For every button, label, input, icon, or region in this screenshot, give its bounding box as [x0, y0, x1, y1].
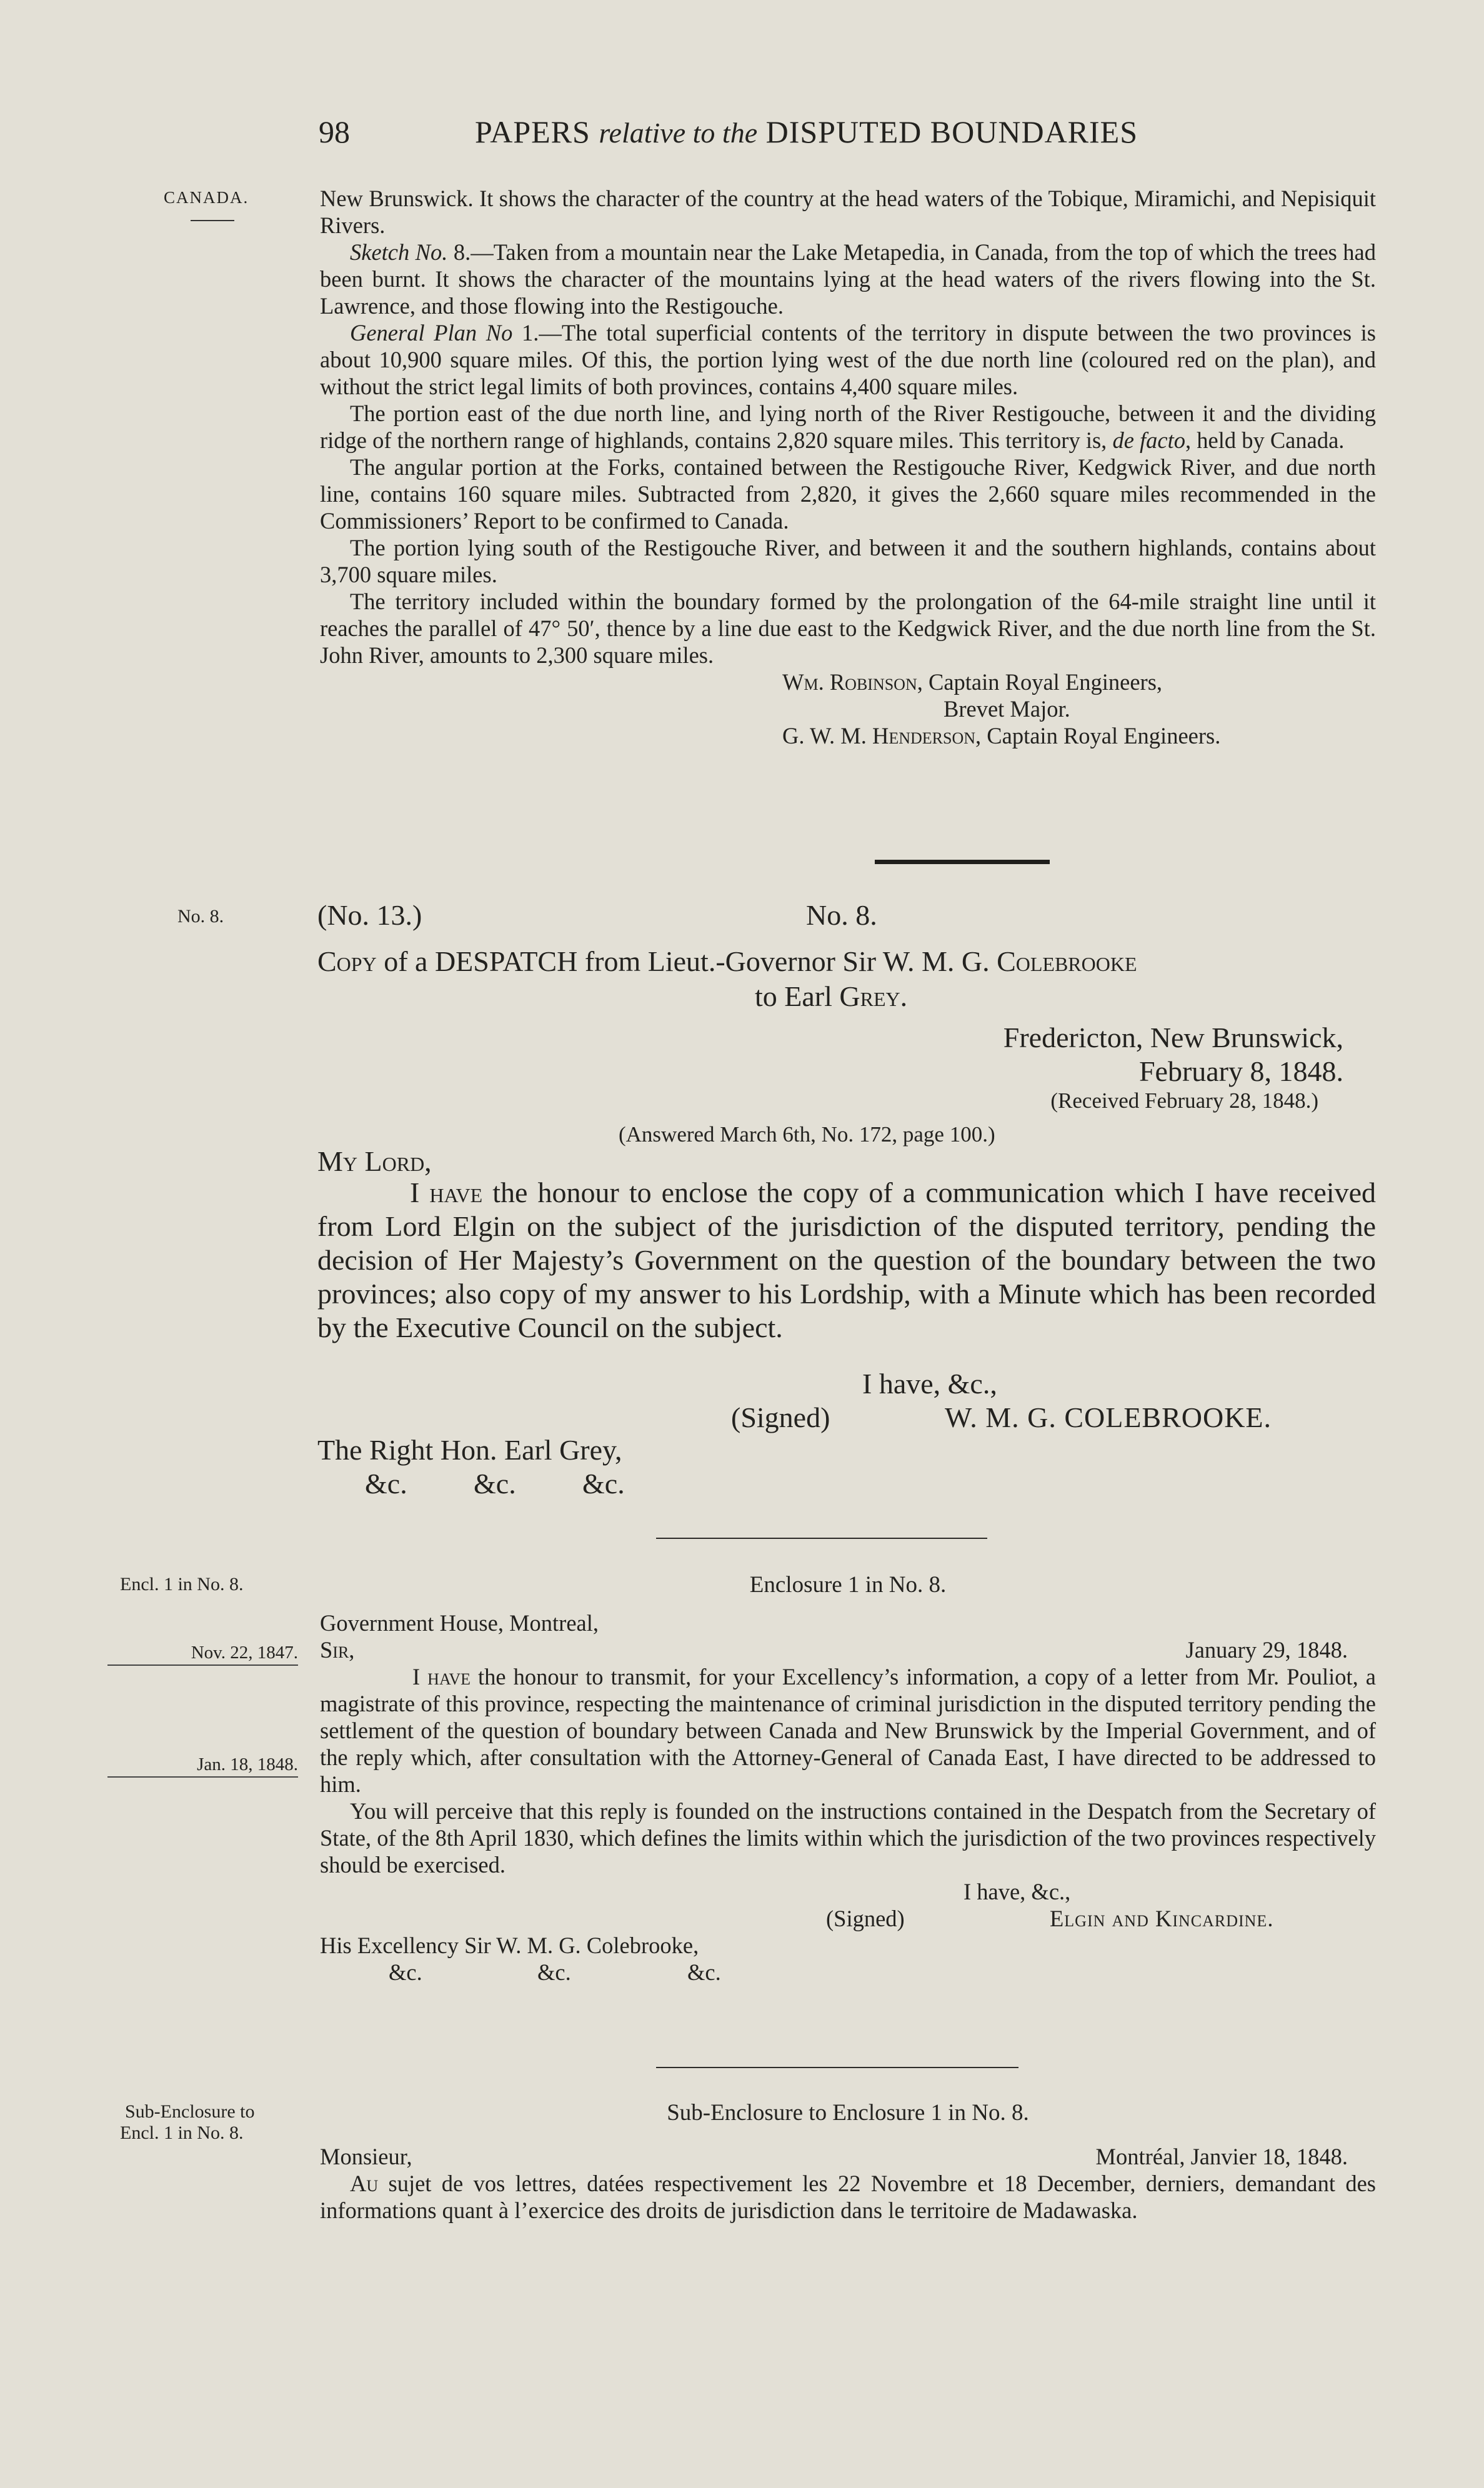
- enclosure-closing: I have, &c.,: [964, 1879, 1071, 1904]
- report-paragraph: [320, 239, 1376, 319]
- running-title-pre: PAPERS: [475, 114, 599, 149]
- report-paragraph: The territory included within the boundary formed by the prolongation of the 64-mile straight line until it reaches the parallel of 47° 50′, thence by a line due east to the Kedgwick River, and the due north line from the St. John River, amounts to 2,300 square miles.: [320, 589, 1376, 668]
- subenclosure-paragraph: [320, 2170, 1376, 2224]
- despatch-paragraph-text: the honour to enclose the copy of a communication which I have received from Lord Elgin on the subject of the jurisdiction of the disputed territory, pending the decision of Her Majesty’s Government on the question of the boundary between the two provinces; also copy of my answer to his Lordship, with a Minute which has been recorded by the Executive Council on the subject.: [317, 1177, 1376, 1343]
- despatch-title-name: Colebrooke: [997, 945, 1137, 977]
- signer-name: Wm. Robinson,: [782, 669, 923, 695]
- subenclosure-date: Montréal, Janvier 18, 1848.: [1095, 2144, 1348, 2169]
- enclosure-signed: (Signed): [826, 1906, 905, 1931]
- report-paragraph: New Brunswick. It shows the character of the country at the head waters of the Tobique, Miramichi, and Nepisiquit Rivers.: [320, 186, 1376, 238]
- report-paragraph: The angular portion at the Forks, contained between the Restigouche River, Kedgwick River, and due north line, contains 160 square miles. Subtracted from 2,820, it gives the 2,660 square miles recommended in the Commissioners’ Report to be confirmed to Canada.: [320, 454, 1376, 534]
- enclosure-paragraph: [320, 1663, 1376, 1798]
- report-paragraph-text: 1.—The total superficial contents of the territory in dispute between the two provinces is about 10,900 square miles. Of this, the portion lying west of the due north line (coloured red on the plan), and without the strict legal limits of both provinces, contains 4,400 square miles.: [320, 320, 1376, 399]
- margin-note-enclosure: Encl. 1 in No. 8.: [120, 1574, 244, 1595]
- margin-note-no8: No. 8.: [177, 906, 224, 927]
- report-paragraph: The portion lying south of the Restigouche River, and between it and the southern highlands, contains about 3,700 square miles.: [320, 535, 1376, 587]
- despatch-answered: (Answered March 6th, No. 172, page 100.): [619, 1122, 995, 1147]
- enclosure-etc-row: [320, 1959, 1376, 1986]
- despatch-paragraph: [317, 1176, 1376, 1345]
- despatch-salutation: My Lord,: [317, 1145, 432, 1177]
- enclosure-paragraph: You will perceive that this reply is founded on the instructions contained in the Despatch from the Secretary of State, of the 8th April 1830, which defines the limits within which the jurisdiction of the two provinces respectively should be exercised.: [320, 1798, 1376, 1878]
- enclosure-signature-row: [320, 1905, 1376, 1932]
- enclosure-etc: &c.: [537, 1959, 571, 1985]
- subenclosure-paragraph-text: sujet de vos lettres, datées respectivement les 22 Novembre et 18 December, derniers, demandant des informations quant à l’exercice des droits de jurisdiction dans le territoire de Madawaska.: [320, 2171, 1376, 2223]
- subenclosure-lead: Au: [350, 2171, 379, 2196]
- report-lead-italic: Sketch No.: [350, 239, 448, 265]
- enclosure-paragraph-text: the honour to transmit, for your Excellency’s information, a copy of a letter from Mr. Pouliot, a magistrate of this province, respecting the maintenance of criminal jurisdiction in the disputed territory pending the settlement of the question of boundary between Canada and New Brunswick by the Imperial Government, and of the reply which, after consultation with the Attorney-General of Canada East, I have directed to be addressed to him.: [320, 1664, 1376, 1797]
- signature-henderson: [320, 722, 1376, 749]
- enclosure-signer: Elgin and Kincardine.: [1050, 1906, 1274, 1931]
- despatch-lead: I have: [410, 1177, 483, 1208]
- report-block: [320, 185, 1376, 749]
- despatch-title: [317, 945, 1376, 978]
- report-paragraph-text: , held by Canada.: [1185, 427, 1345, 453]
- report-paragraph: [320, 400, 1376, 454]
- report-italic-phrase: de facto: [1112, 427, 1185, 453]
- despatch-title-copy: Copy: [317, 945, 377, 977]
- subenclosure-salutation: Monsieur,: [320, 2144, 412, 2169]
- despatch-number-left: (No. 13.): [317, 899, 422, 931]
- subenclosure-block: [320, 2143, 1376, 2224]
- despatch-etc: &c.: [474, 1468, 516, 1500]
- despatch-title-name: Grey.: [839, 980, 908, 1012]
- margin-note-subenclosure-2: Encl. 1 in No. 8.: [120, 2122, 244, 2143]
- despatch-etc: &c.: [582, 1468, 625, 1500]
- margin-date-jan: Jan. 18, 1848.: [107, 1754, 298, 1778]
- enclosure-place: Government House, Montreal,: [320, 1610, 599, 1636]
- despatch-title-text: to Earl: [755, 980, 840, 1012]
- margin-note-subenclosure-1: Sub-Enclosure to: [125, 2101, 255, 2122]
- margin-note-canada: CANADA.: [164, 188, 249, 207]
- despatch-closing: I have, &c.,: [862, 1368, 997, 1400]
- despatch-place: Fredericton, New Brunswick,: [1003, 1022, 1343, 1053]
- page-number: 98: [319, 114, 350, 149]
- despatch-etc: &c.: [365, 1468, 407, 1500]
- subenclosure-heading: Sub-Enclosure to Enclosure 1 in No. 8.: [667, 2100, 1029, 2126]
- subenclosure-salutation-row: [320, 2143, 1376, 2170]
- report-paragraph: [320, 319, 1376, 400]
- report-paragraph-text: 8.—Taken from a mountain near the Lake Metapedia, in Canada, from the top of which the trees had been burnt. It shows the character of the mountains lying at the head waters of the rivers flowing into the St. Lawrence, and those flowing into the Restigouche.: [320, 239, 1376, 319]
- despatch-signer: W. M. G. COLEBROOKE.: [945, 1401, 1272, 1433]
- enclosure-etc: &c.: [687, 1959, 721, 1985]
- section-divider: [656, 1538, 987, 1539]
- despatch-title-text: of a DESPATCH from Lieut.-Governor Sir W. M. G.: [376, 945, 997, 977]
- enclosure-date: January 29, 1848.: [1185, 1637, 1348, 1663]
- enclosure-heading: Enclosure 1 in No. 8.: [749, 1572, 947, 1598]
- signature-robinson: [320, 669, 1376, 695]
- enclosure-salutation: Sir,: [320, 1637, 355, 1663]
- report-paragraph-text: The portion east of the due north line, and lying north of the River Restigouche, between it and the dividing ridge of the northern range of highlands, contains 2,820 square miles. This territory is,: [320, 401, 1376, 453]
- section-divider: [656, 2067, 1018, 2068]
- despatch-title-line2: [755, 980, 907, 1013]
- signer-name: G. W. M. Henderson,: [782, 723, 982, 749]
- enclosure-block: [320, 1610, 1376, 1986]
- running-title-post: DISPUTED BOUNDARIES: [757, 114, 1138, 149]
- signer-title: Captain Royal Engineers.: [981, 723, 1221, 749]
- despatch-signed: (Signed): [731, 1401, 830, 1433]
- despatch-body: [317, 1176, 1376, 1345]
- report-lead-italic: General Plan No: [350, 320, 513, 346]
- enclosure-etc: &c.: [389, 1959, 422, 1985]
- enclosure-salutation-row: [320, 1636, 1376, 1663]
- signature-rank: Brevet Major.: [944, 696, 1070, 722]
- margin-short-rule: [191, 220, 234, 221]
- enclosure-addressee: His Excellency Sir W. M. G. Colebrooke,: [320, 1933, 699, 1958]
- enclosure-lead: I have: [412, 1664, 471, 1689]
- despatch-addressee: The Right Hon. Earl Grey,: [317, 1434, 622, 1466]
- despatch-received: (Received February 28, 1848.): [1050, 1088, 1318, 1113]
- section-divider-thick: [875, 860, 1050, 864]
- despatch-date: February 8, 1848.: [1138, 1055, 1343, 1087]
- running-title: [475, 114, 1138, 150]
- running-title-italic: relative to the: [599, 117, 758, 149]
- margin-date-nov: Nov. 22, 1847.: [107, 1642, 298, 1666]
- signer-title: Captain Royal Engineers,: [922, 669, 1163, 695]
- despatch-number: No. 8.: [806, 899, 877, 931]
